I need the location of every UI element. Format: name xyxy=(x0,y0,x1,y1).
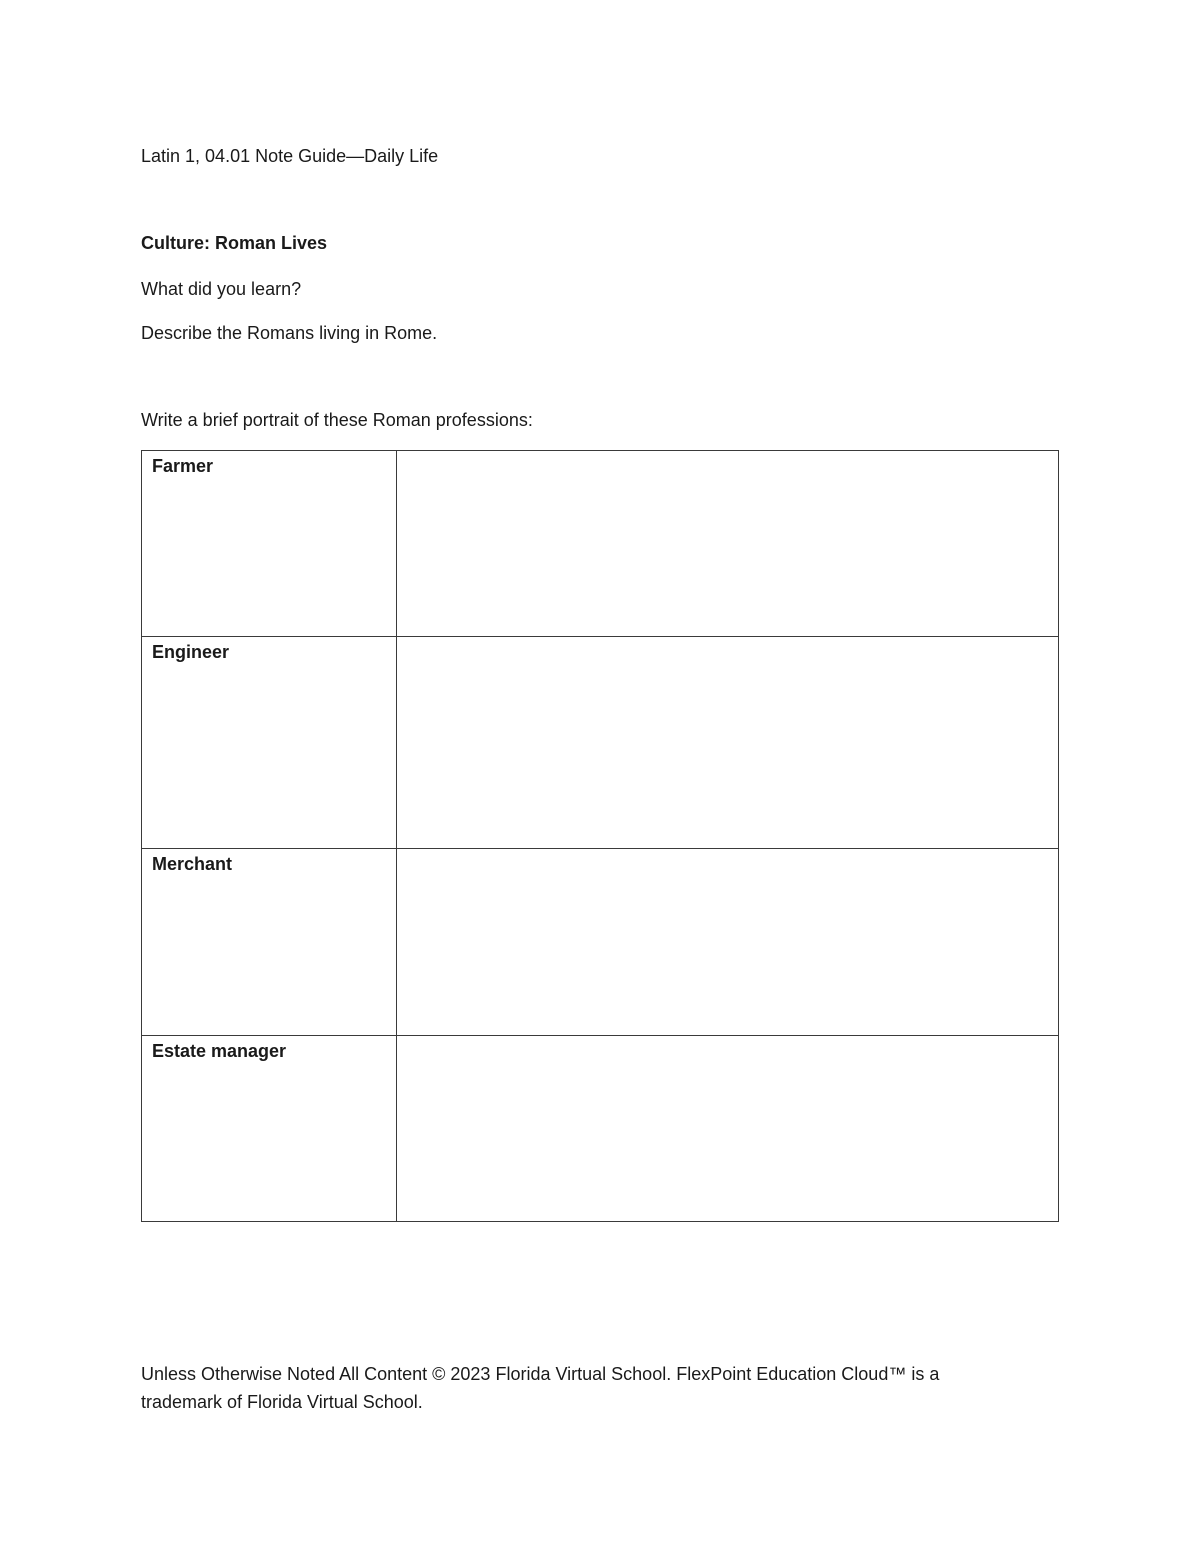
table-row-estate-manager xyxy=(142,1036,1059,1222)
document-header-title: Latin 1, 04.01 Note Guide—Daily Life xyxy=(141,146,439,166)
professions-table xyxy=(141,450,1059,1222)
answer-cell-farmer[interactable] xyxy=(397,451,1059,637)
footer-line-2: trademark of Florida Virtual School. xyxy=(141,1392,423,1412)
footer-line-1: Unless Otherwise Noted All Content © 2023 Florida Virtual School. FlexPoint Education Cloud™ is a xyxy=(141,1364,940,1384)
copyright-footer xyxy=(141,1360,1041,1416)
section-heading: Culture: Roman Lives xyxy=(141,233,328,253)
answer-cell-estate-manager[interactable] xyxy=(397,1036,1059,1222)
table-row-farmer xyxy=(142,451,1059,637)
profession-label-engineer: Engineer xyxy=(142,637,397,849)
profession-label-farmer: Farmer xyxy=(142,451,397,637)
profession-label-merchant: Merchant xyxy=(142,849,397,1036)
table-row-engineer xyxy=(142,637,1059,849)
prompt-what-did-you-learn: What did you learn? xyxy=(141,279,302,299)
prompt-describe-romans: Describe the Romans living in Rome. xyxy=(141,323,438,343)
profession-label-estate-manager: Estate manager xyxy=(142,1036,397,1222)
table-row-merchant xyxy=(142,849,1059,1036)
answer-cell-merchant[interactable] xyxy=(397,849,1059,1036)
answer-cell-engineer[interactable] xyxy=(397,637,1059,849)
table-intro: Write a brief portrait of these Roman professions: xyxy=(141,410,533,430)
